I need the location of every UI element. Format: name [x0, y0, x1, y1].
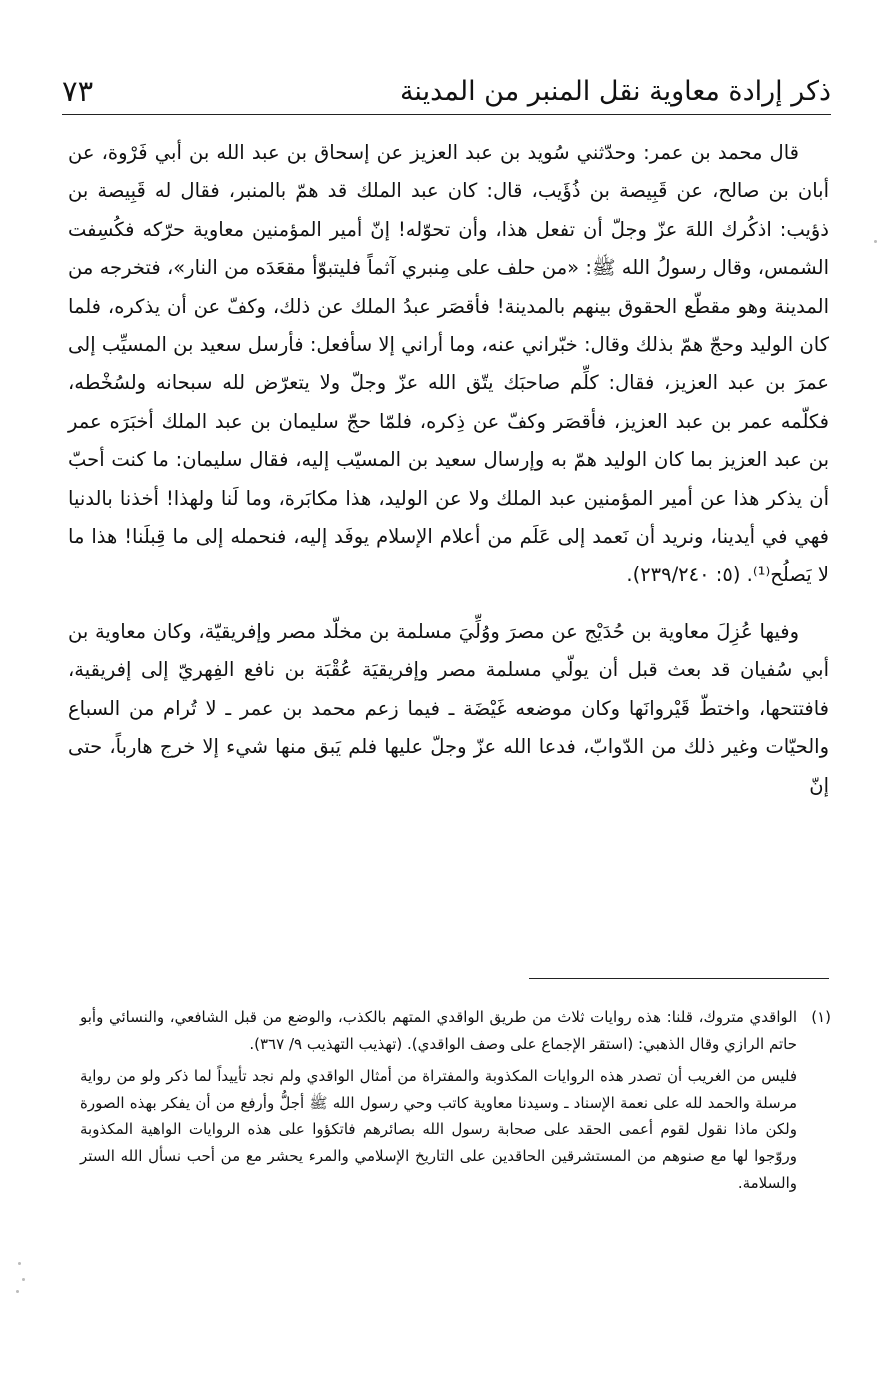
- footnote-paragraph-1: الواقدي متروك، قلنا: هذه روايات ثلاث من طريق الواقدي المتهم بالكذب، والوضع من قبل الشافعي، والنسائي وأبو حاتم الرازي وقال الذهبي: (استقر الإجماع على وصف الواقدي). (تهذيب التهذيب ٩/ ٣٦٧).: [80, 1008, 797, 1053]
- running-header: [62, 62, 831, 115]
- footnote-body: [80, 1004, 797, 1196]
- paragraph-2: وفيها عُزِلَ معاوية بن حُدَيْج عن مصرَ ووُلِّيَ مسلمة بن مخلّد مصر وإفريقيّة، وكان معاوية بن أبي سُفيان قد بعث قبل أن يولّي مسلمة مصر وإفريقيَة عُقْبَة بن نافع الفِهريّ إلى إفريقية، فافتتحها، واختطّ قَيْروانَها وكان موضعه غَيْضَة ـ فيما زعم محمد بن عمر ـ لا تُرام من السباع والحيّات وغير ذلك من الدّوابّ، فدعا الله عزّ وجلّ عليها فلم يَبق منها شيء إلا خرج هارباً، حتى إنّ: [68, 619, 829, 797]
- scan-speck: [18, 1262, 21, 1265]
- paragraph-1: قال محمد بن عمر: وحدّثني سُويد بن عبد العزيز عن إسحاق بن عبد الله بن أبي فَرْوة، عن أبان بن صالح، عن قَبِيصة بن ذُؤَيب، قال: كان عبد الملك قد همّ بالمنبر، فقال له قَبِيصة بن ذؤيب: اذكُرك اللهَ عزّ وجلّ أن تفعل هذا، وأن تحوّله! إنّ أمير المؤمنين معاوية حرّكه فكُسِفت الشمس، وقال رسولُ الله ﷺ: «من حلف على مِنبري آثماً فليتبوّأ مقعَدَه من النار»، فتخرجه من المدينة وهو مقطّع الحقوق بينهم بالمدينة! فأقصَر عبدُ الملك عن ذلك، وكفّ عن أن يذكره، فلما كان الوليد وحجّ همّ بذلك وقال: خبّراني عنه، وما أراني إلا سأفعل: فأرسل سعيد بن المسيِّب إلى عمرَ بن عبد العزيز، فقال: كلِّم صاحبَك يتّق الله عزّ وجلّ ولا يتعرّض لله سبحانه ولسُخْطه، فكلّمه عمر بن عبد العزيز، فأقصَر وكفّ عن ذِكره، فلمّا حجّ سليمان بن عبد الملك أخبَرَه عمر بن عبد العزيز بما كان الوليد همّ به وإرسال سعيد بن المسيّب إليه، فقال سليمان: ما كنت أحبّ أن يذكر هذا عن أمير المؤمنين عبد الملك ولا عن الوليد، هذا مكابَرة، وما لَنا ولهذا! أخذنا بالدنيا فهي في أيدينا، ونريد أن نَعمد إلى عَلَم من أعلام الإسلام يوفَد إليه، فنحمله إلى ما قِبلَنا! هذا ما لا يَصلُح⁽¹⁾. (٥: ٢٣٩/٢٤٠).: [68, 141, 829, 587]
- chapter-title: ذكر إرادة معاوية نقل المنبر من المدينة: [399, 76, 831, 107]
- footnote-divider: [529, 978, 829, 979]
- footnote-paragraph-2: فليس من الغريب أن تصدر هذه الروايات المكذوبة والمفتراة من أمثال الواقدي ولم نجد تأييداً لما ذكر ولو من رواية مرسلة والحمد لله على نعمة الإسناد ـ وسيدنا معاوية كاتب وحي رسول الله ﷺ أجلُّ وأرفع من أن يفكر بهذه الصورة ولكن ماذا نقول لقوم أعمى الحقد على صحابة رسول الله بصائرهم فاتكؤوا على هذه الروايات الواهية المكذوبة وروّجوا لها مع صنوهم من المستشرقين الحاقدين على التاريخ الإسلامي والمرء يحشر مع من أحب نسأل الله الستر والسلامة.: [80, 1067, 797, 1192]
- page-number: ٧٣: [62, 74, 94, 108]
- footnotes: [80, 1004, 831, 1196]
- footnote-1: [80, 1004, 831, 1196]
- scan-speck: [16, 1290, 19, 1293]
- main-text: [68, 134, 829, 805]
- scan-speck: [874, 240, 877, 243]
- scan-speck: [22, 1278, 25, 1281]
- footnote-marker: (١): [811, 1008, 831, 1026]
